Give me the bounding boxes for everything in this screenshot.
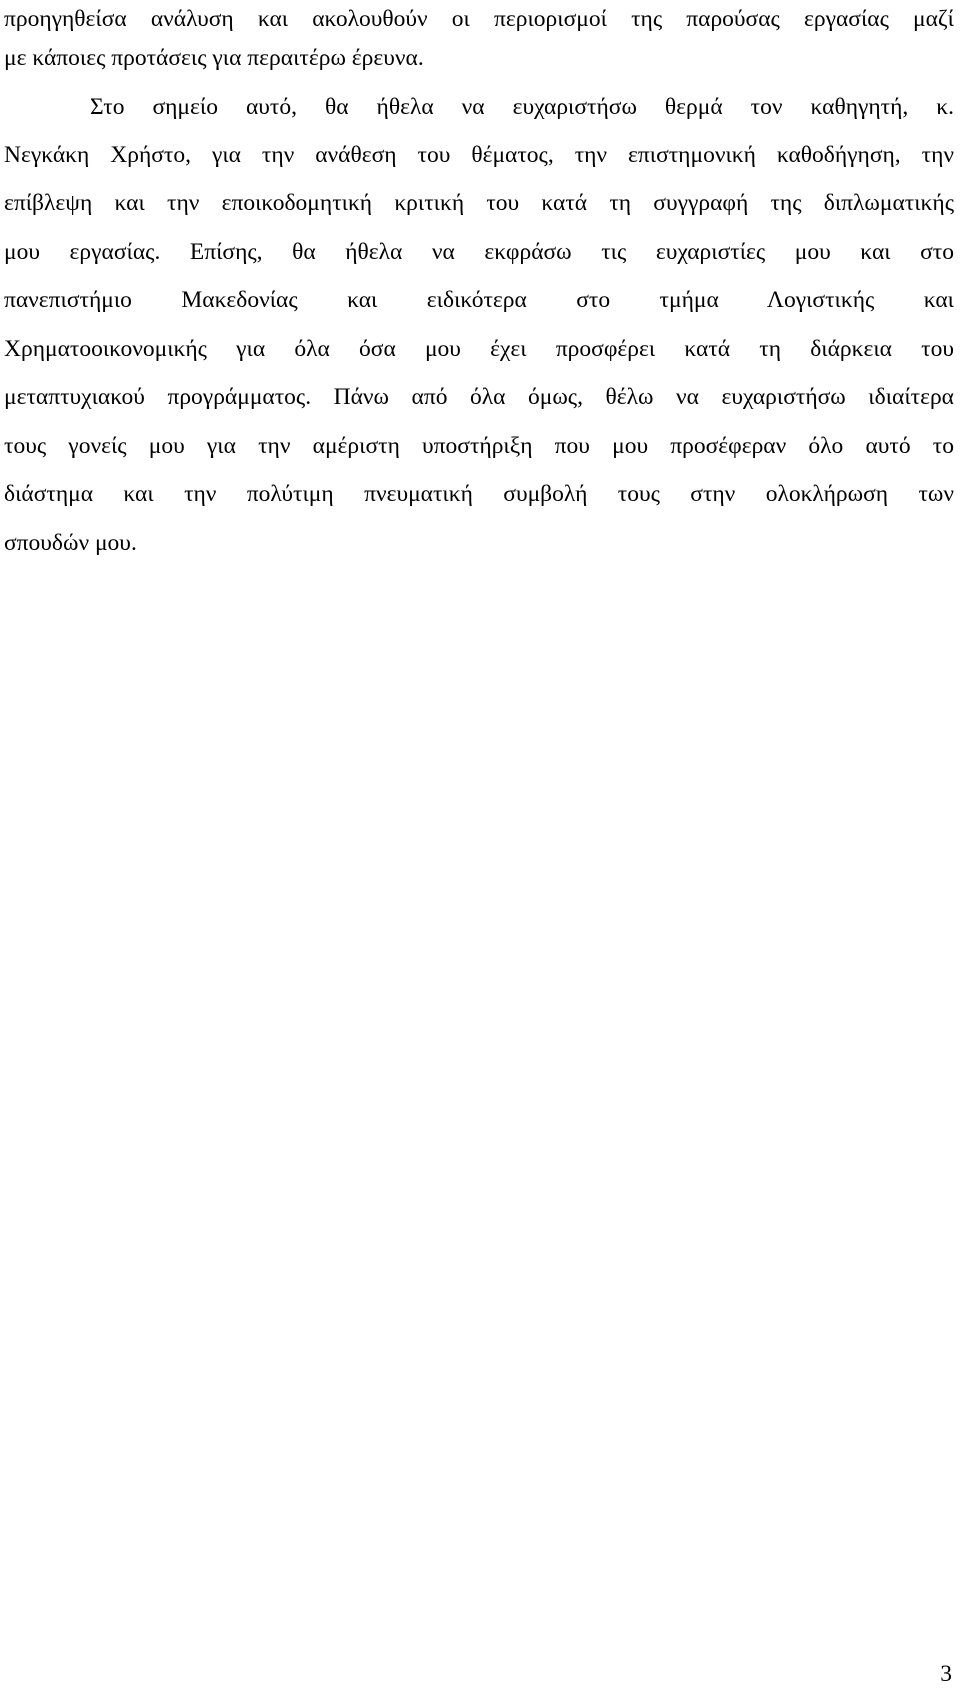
- text-line-2: με κάποιες προτάσεις για περαιτέρω έρευνα.: [4, 45, 424, 71]
- text-line-8: Χρηματοοικονομικής για όλα όσα μου έχει προσφέρει κατά τη διάρκεια του: [4, 336, 954, 362]
- text-line-1: προηγηθείσα ανάλυση και ακολουθούν οι περιορισμοί της παρούσας εργασίας μαζί: [4, 6, 954, 32]
- text-line-3: Στο σημείο αυτό, θα ήθελα να ευχαριστήσω θερμά τον καθηγητή, κ.: [90, 94, 954, 120]
- text-line-12: σπουδών μου.: [4, 530, 137, 556]
- page-number: 3: [940, 1661, 952, 1687]
- text-line-7: πανεπιστήμιο Μακεδονίας και ειδικότερα στο τμήμα Λογιστικής και: [4, 287, 954, 313]
- text-line-11: διάστημα και την πολύτιμη πνευματική συμβολή τους στην ολοκλήρωση των: [4, 481, 954, 507]
- text-line-5: επίβλεψη και την εποικοδομητική κριτική του κατά τη συγγραφή της διπλωματικής: [4, 190, 954, 216]
- text-line-6: μου εργασίας. Επίσης, θα ήθελα να εκφράσω τις ευχαριστίες μου και στο: [4, 239, 954, 265]
- text-line-10: τους γονείς μου για την αμέριστη υποστήριξη που μου προσέφεραν όλο αυτό το: [4, 433, 954, 459]
- text-line-4: Νεγκάκη Χρήστο, για την ανάθεση του θέματος, την επιστημονική καθοδήγηση, την: [4, 142, 954, 168]
- text-line-9: μεταπτυχιακού προγράμματος. Πάνω από όλα όμως, θέλω να ευχαριστήσω ιδιαίτερα: [4, 384, 954, 410]
